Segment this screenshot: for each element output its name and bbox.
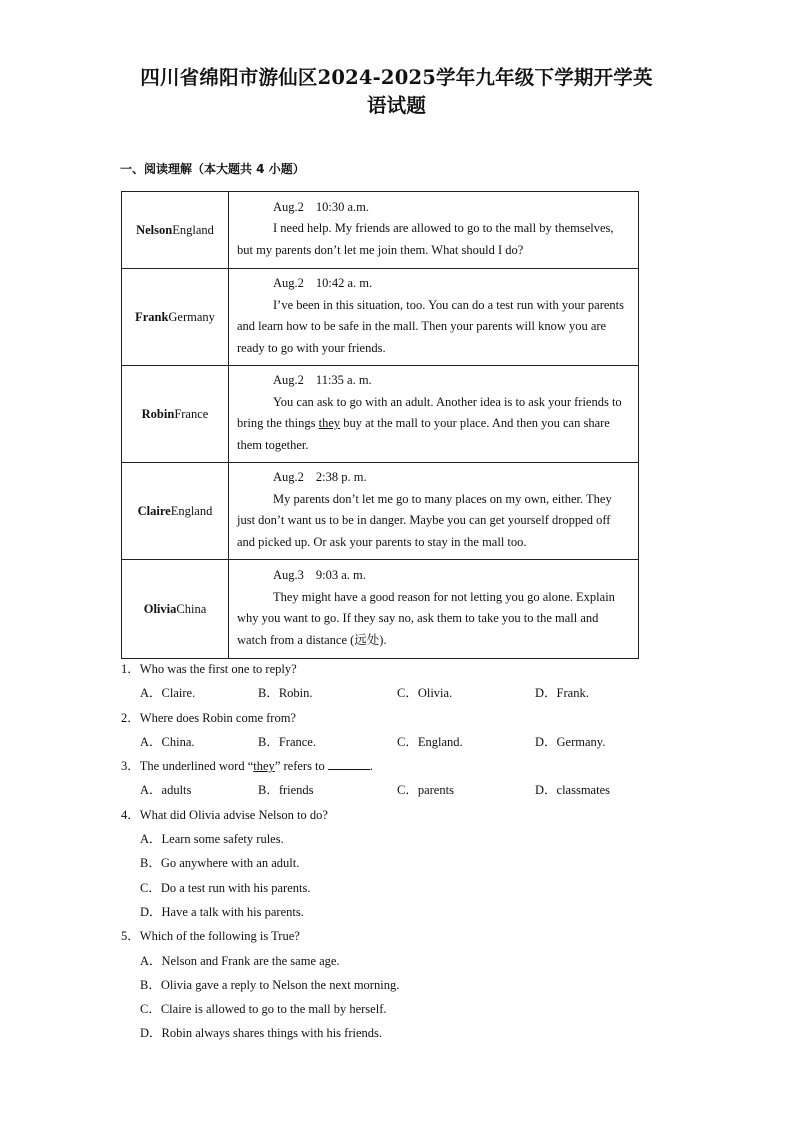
poster-country: Germany [168,309,215,324]
question-number: 4． [121,807,140,822]
post-row [122,463,639,560]
post-date: Aug.2 [273,470,304,484]
question-text: Who was the first one to reply? [139,662,297,676]
poster-country: China [176,601,207,616]
poster-country: England [170,503,213,518]
option-c[interactable]: C．Do a test run with his parents. [140,880,311,895]
poster-name: Claire [137,503,171,518]
question-text: What did Olivia advise Nelson to do? [139,807,328,822]
question-stem [121,803,681,827]
poster-name: Nelson [136,222,173,237]
section-heading: 一、阅读理解（本大题共 4 小题） [120,162,305,176]
title-line-2: 语试题 [366,94,427,117]
question-text: Which of the following is True? [139,929,300,944]
poster-cell [122,269,229,366]
post-row [122,269,639,366]
question-number: 2． [121,710,140,725]
post-date: Aug.3 [273,568,304,582]
poster-country: England [172,222,214,237]
post-time: 9:03 a. m. [315,568,366,582]
post-date: Aug.2 [273,276,304,290]
option-b[interactable]: B．Olivia gave a reply to Nelson the next morning. [140,977,400,992]
option-c[interactable]: C．England. [397,734,463,749]
post-date: Aug.2 [273,199,304,214]
option-a[interactable]: A．Claire. [140,686,196,701]
underlined-word: they [318,416,341,430]
exam-title [100,64,693,120]
questions [121,657,681,1046]
post-text-block [237,587,630,652]
option-c[interactable]: C．Claire is allowed to go to the mall by herself. [140,1002,387,1017]
post-text: You can ask to go with an adult. Another idea is to ask your friends to bring the things [237,394,622,430]
post-timestamp [237,273,630,295]
post-text-block [237,295,630,360]
option-d[interactable]: D．Frank. [535,686,589,701]
question-number: 5． [121,929,140,944]
question-stem [121,754,681,778]
underlined-word: they [253,759,275,774]
post-message [229,192,639,269]
question-stem [121,706,681,730]
option-d[interactable]: D．Have a talk with his parents. [140,904,304,919]
question-text-end: . [369,759,374,774]
option-a[interactable]: A．China. [140,734,195,749]
post-time: 11:35 a. m. [315,373,372,387]
poster-cell [122,463,229,560]
post-date: Aug.2 [273,373,304,387]
option-a[interactable]: A．Nelson and Frank are the same age. [140,953,340,968]
option-row [121,681,681,705]
post-text: buy at the mall to your place. And then you can share them together. [237,416,610,452]
poster-name: Frank [135,309,169,324]
post-message [229,560,639,659]
post-text: I need help. My friends are allowed to go to the mall by themselves, but my parents don’t let me join them. What should I do? [237,221,614,257]
post-timestamp [237,197,630,219]
post-row [122,366,639,463]
option-b[interactable]: B．France. [258,734,316,749]
post-timestamp [237,370,630,392]
post-time: 10:30 a.m. [315,199,370,214]
poster-cell [122,560,229,659]
option-b[interactable]: B．Robin. [258,686,313,701]
post-time: 2:38 p. m. [315,470,367,484]
post-message [229,366,639,463]
post-text-block [237,218,630,261]
option-d[interactable]: D．Germany. [535,734,606,749]
post-timestamp [237,565,630,587]
question-text: ” refers to [274,759,328,774]
question-text: Where does Robin come from? [139,710,296,725]
post-timestamp [237,467,630,489]
post-text-block [237,392,630,457]
option-b[interactable]: B．Go anywhere with an adult. [140,856,300,871]
post-text: They might have a good reason for not letting you go alone. Explain why you want to go. If they say no, ask them to take you to the mall and watch from a distance (远处). [237,589,615,647]
option-c[interactable]: C．Olivia. [397,686,453,701]
option-d[interactable]: D．classmates [535,783,610,798]
post-time: 10:42 a. m. [315,276,373,290]
post-text-block [237,489,630,554]
question-text: The underlined word “ [139,759,254,774]
post-message [229,463,639,560]
question-number: 3． [121,759,140,774]
title-line-1: 四川省绵阳市游仙区2024-2025学年九年级下学期开学英 [140,66,653,89]
post-message [229,269,639,366]
poster-name: Olivia [143,601,177,616]
post-row [122,560,639,659]
poster-name: Robin [141,406,175,421]
option-a[interactable]: A．adults [140,783,192,798]
post-row [122,192,639,269]
question-stem [121,657,681,681]
forum-posts-table [121,191,639,659]
question-stem [121,924,681,948]
poster-cell [122,192,229,269]
option-row [121,778,681,802]
question-number: 1． [121,662,140,676]
option-row [121,730,681,754]
post-text: My parents don’t let me go to many places on my own, either. They just don’t want us to be in danger. Maybe you can get yourself dropped off and picked up. Or ask your parents to stay in the mall too. [237,491,612,549]
poster-country: France [174,406,209,421]
answer-blank[interactable] [328,755,370,770]
option-b[interactable]: B．friends [258,783,314,798]
post-text: I’ve been in this situation, too. You can do a test run with your parents and learn how to be safe in the mall. Then your parents will know you are ready to go with your friends. [237,297,624,355]
option-d[interactable]: D．Robin always shares things with his friends. [140,1026,382,1041]
poster-cell [122,366,229,463]
option-c[interactable]: C．parents [397,783,454,798]
option-a[interactable]: A．Learn some safety rules. [140,832,284,847]
